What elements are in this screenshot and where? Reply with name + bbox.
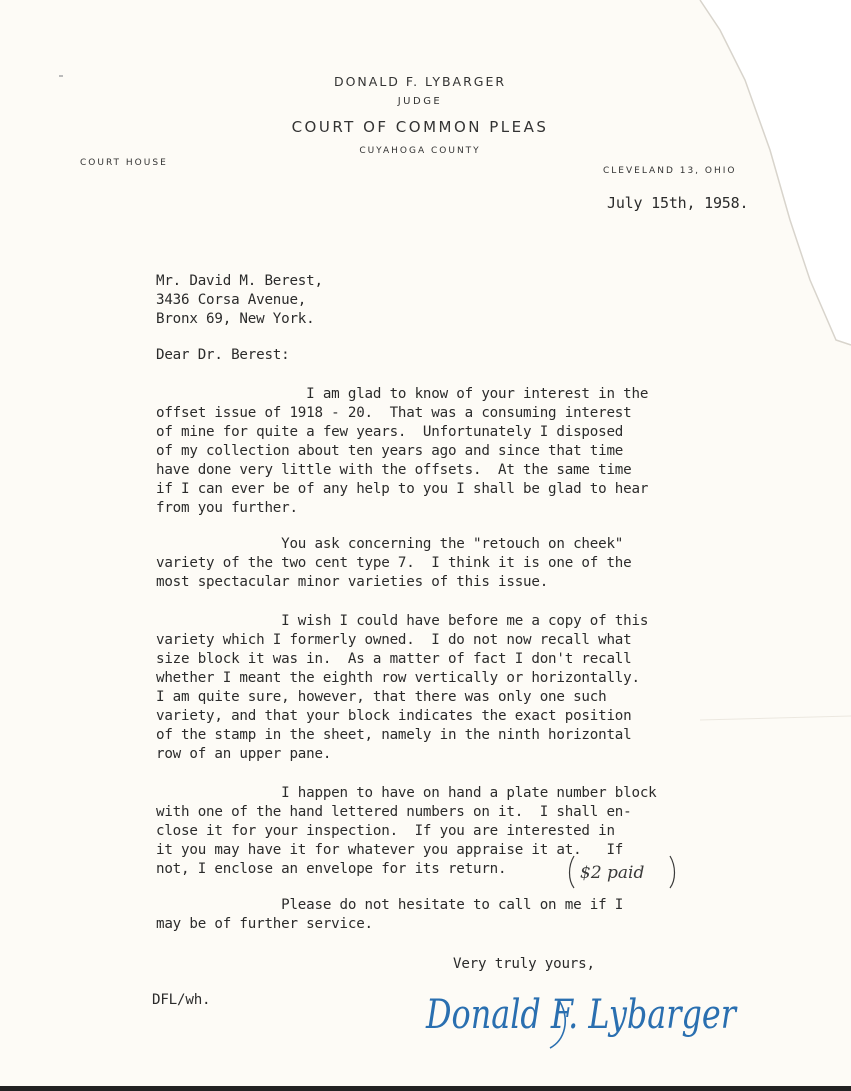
typist-initials: DFL/wh. (152, 992, 211, 1008)
scan-edge (0, 1086, 851, 1091)
handwritten-paid-note (566, 852, 678, 892)
letterhead-name: DONALD F. LYBARGER (333, 74, 507, 89)
svg-text:$2 paid: $2 paid (580, 863, 645, 883)
letter-date: July 15th, 1958. (607, 194, 749, 212)
recipient-line-1: Mr. David M. Berest, (156, 273, 323, 289)
recipient-line-2: 3436 Corsa Avenue, (156, 292, 307, 308)
recipient-address (156, 272, 323, 329)
recipient-line-3: Bronx 69, New York. (156, 311, 315, 327)
salutation: Dear Dr. Berest: (156, 347, 290, 363)
letterhead-title: JUDGE (397, 96, 443, 107)
paragraph-5: Please do not hesitate to call on me if I may be of further service. (156, 897, 624, 932)
letterhead-county: CUYAHOGA COUNTY (359, 146, 481, 156)
closing: Very truly yours, (453, 956, 595, 972)
paragraph-4: I happen to have on hand a plate number block with one of the hand lettered numbers on it. I shall en- close it for your inspection. If you are interested in it you may have it for whatever you appraise it at. If not, I enclose an envelope for its return. (156, 785, 657, 877)
letterhead-court: COURT OF COMMON PLEAS (291, 118, 549, 136)
letterhead-left-location: COURT HOUSE (80, 158, 168, 168)
svg-text:Donald F. Lybarger: Donald F. Lybarger (425, 992, 739, 1038)
paragraph-1: I am glad to know of your interest in the offset issue of 1918 - 20. That was a consuming interest of mine for quite a few years. Unfortunately I disposed of my collection about ten years ago and since that time have done very little with the offsets. At the same time if I can ever be of any help to you I shall be glad to hear from you further. (156, 386, 649, 516)
signature (420, 980, 760, 1052)
letterhead-right-location: CLEVELAND 13, OHIO (603, 166, 737, 176)
paragraph-3: I wish I could have before me a copy of this variety which I formerly owned. I do not now recall what size block it was in. As a matter of fact I don't recall whether I meant the eighth row vertically or horizontally. I am quite sure, however, that there was only one such variety, and that your block indicates the exact position of the stamp in the sheet, namely in the ninth horizontal row of an upper pane. (156, 613, 649, 762)
paragraph-2: You ask concerning the "retouch on cheek" variety of the two cent type 7. I think it is one of the most spectacular minor varieties of this issue. (156, 536, 632, 590)
